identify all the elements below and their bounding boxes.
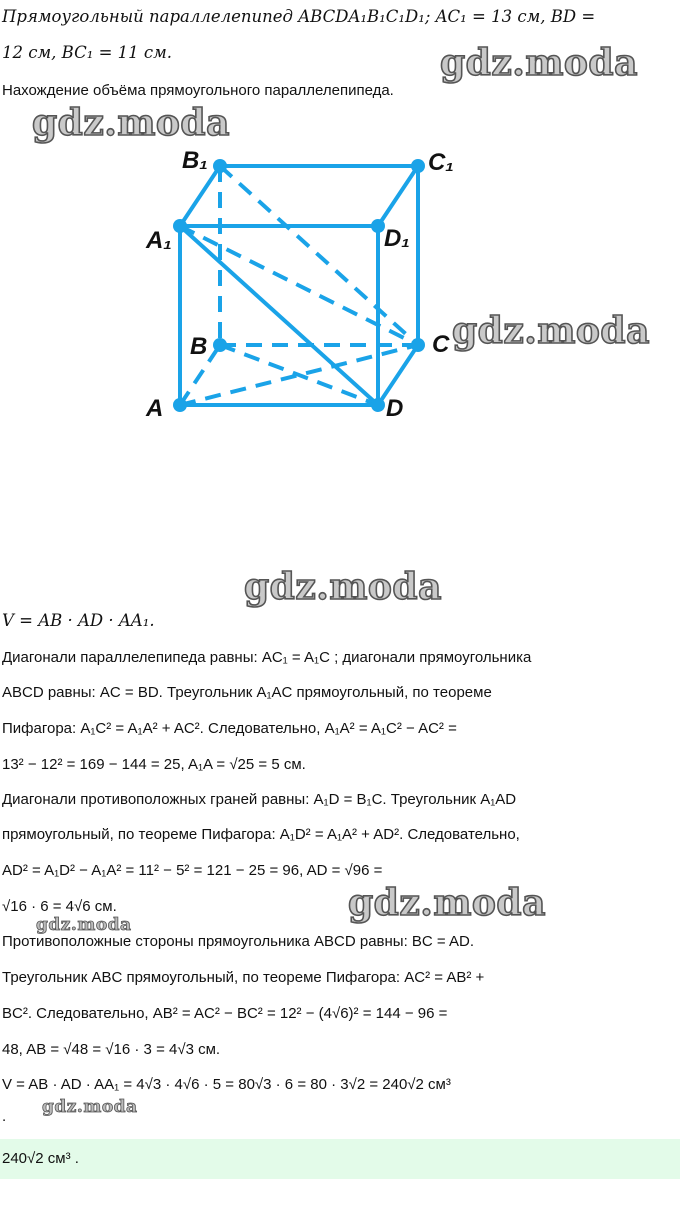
vertex-b1 (213, 159, 227, 173)
label-c1: C₁ (428, 149, 454, 176)
watermark: gdz.moda (440, 42, 638, 84)
parallelepiped-figure (130, 140, 460, 430)
solution-line-3: ABCD равны: AC = BD. Треугольник A₁AC прямоугольный, по теореме (2, 684, 492, 701)
given-line-1: Прямоугольный параллелепипед ABCDA₁B₁C₁D₁; AC₁ = 13 см, BD = (2, 7, 596, 26)
watermark: gdz.moda (42, 1097, 138, 1117)
diagonal-b-d (220, 345, 378, 405)
label-b: B (190, 333, 208, 360)
vertex-c (411, 338, 425, 352)
label-a1: A₁ (146, 227, 172, 254)
solution-line-9: √16 · 6 = 4√6 см. (2, 898, 117, 915)
vertex-d (371, 398, 385, 412)
solution-line-14: V = AB · AD · AA₁ = 4√3 · 4√6 · 5 = 80√3 · 6 = 80 · 3√2 = 240√2 см³ (2, 1076, 451, 1093)
solution-line-5: 13² − 12² = 169 − 144 = 25, A₁A = √25 = 5 см. (2, 756, 306, 773)
answer-box (0, 1139, 680, 1179)
solution-line-2: Диагонали параллелепипеда равны: AC₁ = A₁C ; диагонали прямоугольника (2, 649, 532, 666)
label-d1: D₁ (384, 225, 410, 252)
label-b1: B₁ (182, 147, 208, 174)
label-c: C (432, 331, 450, 358)
label-a: A (146, 395, 164, 422)
solution-line-11: Треугольник ABC прямоугольный, по теореме Пифагора: AC² = AB² + (2, 969, 485, 986)
solution-line-13: 48, AB = √48 = √16 · 3 = 4√3 см. (2, 1041, 221, 1058)
watermark: gdz.moda (36, 915, 132, 935)
diagonal-a1-d (180, 226, 378, 405)
edge-c1-d1 (378, 166, 418, 226)
solution-line-1: V = AB · AD · AA₁. (2, 611, 155, 630)
watermark: gdz.moda (452, 310, 650, 352)
vertex-d1 (371, 219, 385, 233)
watermark: gdz.moda (32, 102, 230, 144)
diagonal-a1-c (180, 226, 418, 345)
watermark: gdz.moda (244, 566, 442, 608)
solution-line-10: Противоположные стороны прямоугольника ABCD равны: BC = AD. (2, 933, 475, 950)
edge-a1-b1 (180, 166, 220, 226)
solution-line-6: Диагонали противоположных граней равны: A₁D = B₁C. Треугольник A₁AD (2, 791, 517, 808)
given-line-2: 12 см, BC₁ = 11 см. (2, 43, 173, 62)
solution-line-15: . (2, 1108, 7, 1125)
vertex-c1 (411, 159, 425, 173)
label-d: D (386, 395, 404, 422)
answer-text: 240√2 см³ . (2, 1150, 79, 1167)
solution-line-8: AD² = A₁D² − A₁A² = 11² − 5² = 121 − 25 = 96, AD = √96 = (2, 862, 383, 879)
vertex-b (213, 338, 227, 352)
vertex-a1 (173, 219, 187, 233)
solution-line-12: BC². Следовательно, AB² = AC² − BC² = 12² − (4√6)² = 144 − 96 = (2, 1005, 448, 1022)
solution-line-4: Пифагора: A₁C² = A₁A² + AC². Следовательно, A₁A² = A₁C² − AC² = (2, 720, 457, 737)
vertex-a (173, 398, 187, 412)
diagonal-b1-c (220, 166, 418, 345)
section-heading: Нахождение объёма прямоугольного параллелепипеда. (2, 82, 394, 99)
watermark: gdz.moda (348, 882, 546, 924)
solution-line-7: прямоугольный, по теореме Пифагора: A₁D² = A₁A² + AD². Следовательно, (2, 826, 520, 843)
